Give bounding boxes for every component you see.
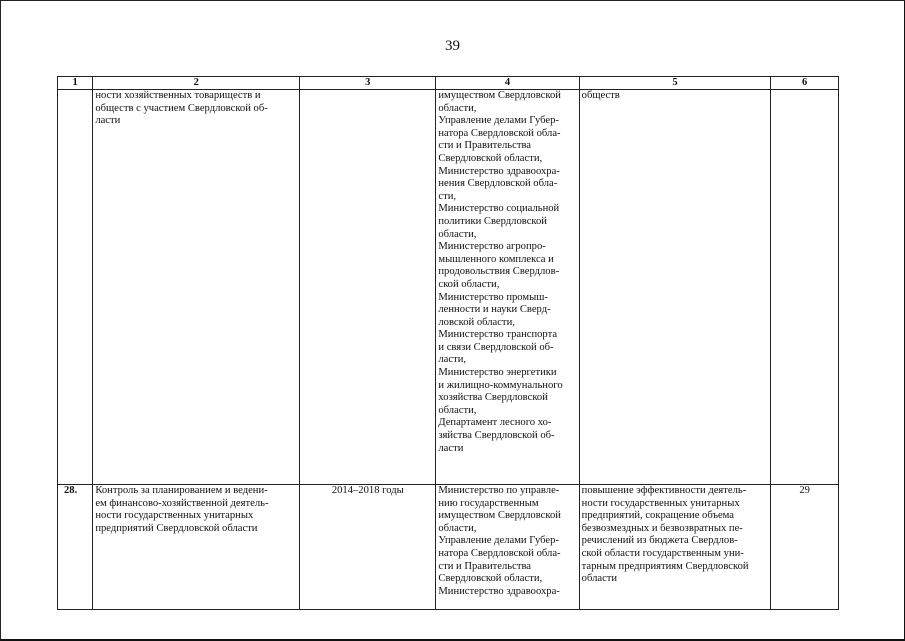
measure-cell xyxy=(93,90,300,485)
executor-line: Министерство энергетики xyxy=(438,367,557,379)
header-col-3: 3 xyxy=(300,77,436,90)
executor-line: имуществом Свердловской xyxy=(438,90,561,101)
header-col-6: 6 xyxy=(771,77,839,90)
measure-line: ем финансово-хозяйственной деятель- xyxy=(95,497,269,509)
executor-line: Министерство по управле- xyxy=(438,485,560,496)
executor-line: натора Свердловской обла- xyxy=(438,127,561,139)
executor-line: сти и Правительства xyxy=(438,560,532,572)
executor-line: ской области, xyxy=(438,278,500,290)
executor-line: мышленного комплекса и xyxy=(438,253,554,265)
row-number xyxy=(58,90,93,485)
table-row-28 xyxy=(58,485,839,610)
executor-line: ласти xyxy=(438,442,464,454)
executor-line: ласти, xyxy=(438,354,467,366)
executor-line: Департамент лесного хо- xyxy=(438,417,552,429)
period-cell xyxy=(300,90,436,485)
result-line: тарным предприятиям Свердловской xyxy=(581,560,749,572)
executor-line: Министерство здравоохра- xyxy=(438,165,560,177)
executor-line: Управление делами Губер- xyxy=(438,535,559,547)
header-col-4: 4 xyxy=(436,77,579,90)
result-line: предприятий, сокращение объема xyxy=(581,510,734,522)
executor-line: Свердловской области, xyxy=(438,573,543,585)
executor-line: и связи Свердловской об- xyxy=(438,341,554,353)
header-col-2: 2 xyxy=(93,77,300,90)
result-line: области xyxy=(581,573,618,585)
executor-line: области, xyxy=(438,102,477,114)
result-line: ности государственных унитарных xyxy=(581,497,740,509)
executor-line: области, xyxy=(438,228,477,240)
executor-line: области, xyxy=(438,404,477,416)
header-col-1: 1 xyxy=(58,77,93,90)
target-ref-cell xyxy=(771,90,839,485)
executor-line: области, xyxy=(438,522,477,534)
table-row-continued xyxy=(58,90,839,485)
executor-line: нию государственным xyxy=(438,497,539,509)
executor-line: Министерство агропро- xyxy=(438,241,546,253)
result-line: ской области государственным уни- xyxy=(581,547,744,559)
measure-line: ности государственных унитарных xyxy=(95,510,254,522)
executor-line: Управление делами Губер- xyxy=(438,115,559,127)
result-line: повышение эффективности деятель- xyxy=(581,485,747,496)
executor-line: и жилищно-коммунального xyxy=(438,379,563,391)
result-line: безвозмездных и безвозвратных пе- xyxy=(581,522,743,534)
page-number: 39 xyxy=(445,38,460,54)
measure-cell xyxy=(93,485,300,610)
executor-line: сти, xyxy=(438,190,457,202)
executor-line: Министерство здравоохра- xyxy=(438,585,560,597)
executor-line: Министерство транспорта xyxy=(438,329,558,341)
table-header-row xyxy=(58,77,839,90)
result-line: речислений из бюджета Свердлов- xyxy=(581,535,738,547)
measure-line: обществ с участием Свердловской об- xyxy=(95,102,268,114)
plan-table xyxy=(57,76,839,610)
measure-line: предприятий Свердловской области xyxy=(95,522,258,534)
executor-line: ловской области, xyxy=(438,316,515,328)
executor-line: имуществом Свердловской xyxy=(438,510,561,522)
executor-line: политики Свердловской xyxy=(438,215,547,227)
target-ref-cell: 29 xyxy=(771,485,839,610)
result-line: обществ xyxy=(581,90,620,101)
executor-line: нения Свердловской обла- xyxy=(438,178,558,190)
measure-line: Контроль за планированием и ведени- xyxy=(95,485,268,496)
measure-line: ласти xyxy=(95,115,121,127)
executor-line: натора Свердловской обла- xyxy=(438,547,561,559)
executor-line: ленности и науки Сверд- xyxy=(438,304,551,316)
executor-line: продовольствия Свердлов- xyxy=(438,266,560,278)
result-cell xyxy=(579,485,771,610)
executor-line: зяйства Свердловской об- xyxy=(438,430,555,442)
header-col-5: 5 xyxy=(579,77,771,90)
executor-line: хозяйства Свердловской xyxy=(438,392,548,404)
measure-line: ности хозяйственных товариществ и xyxy=(95,90,261,101)
executors-cell xyxy=(436,90,579,485)
period-cell: 2014–2018 годы xyxy=(300,485,436,610)
executor-line: Министерство промыш- xyxy=(438,291,548,303)
row-number: 28. xyxy=(58,485,93,610)
executor-line: сти и Правительства xyxy=(438,140,532,152)
result-cell xyxy=(579,90,771,485)
executor-line: Свердловской области, xyxy=(438,152,543,164)
executors-cell xyxy=(436,485,579,610)
executor-line: Министерство социальной xyxy=(438,203,560,215)
